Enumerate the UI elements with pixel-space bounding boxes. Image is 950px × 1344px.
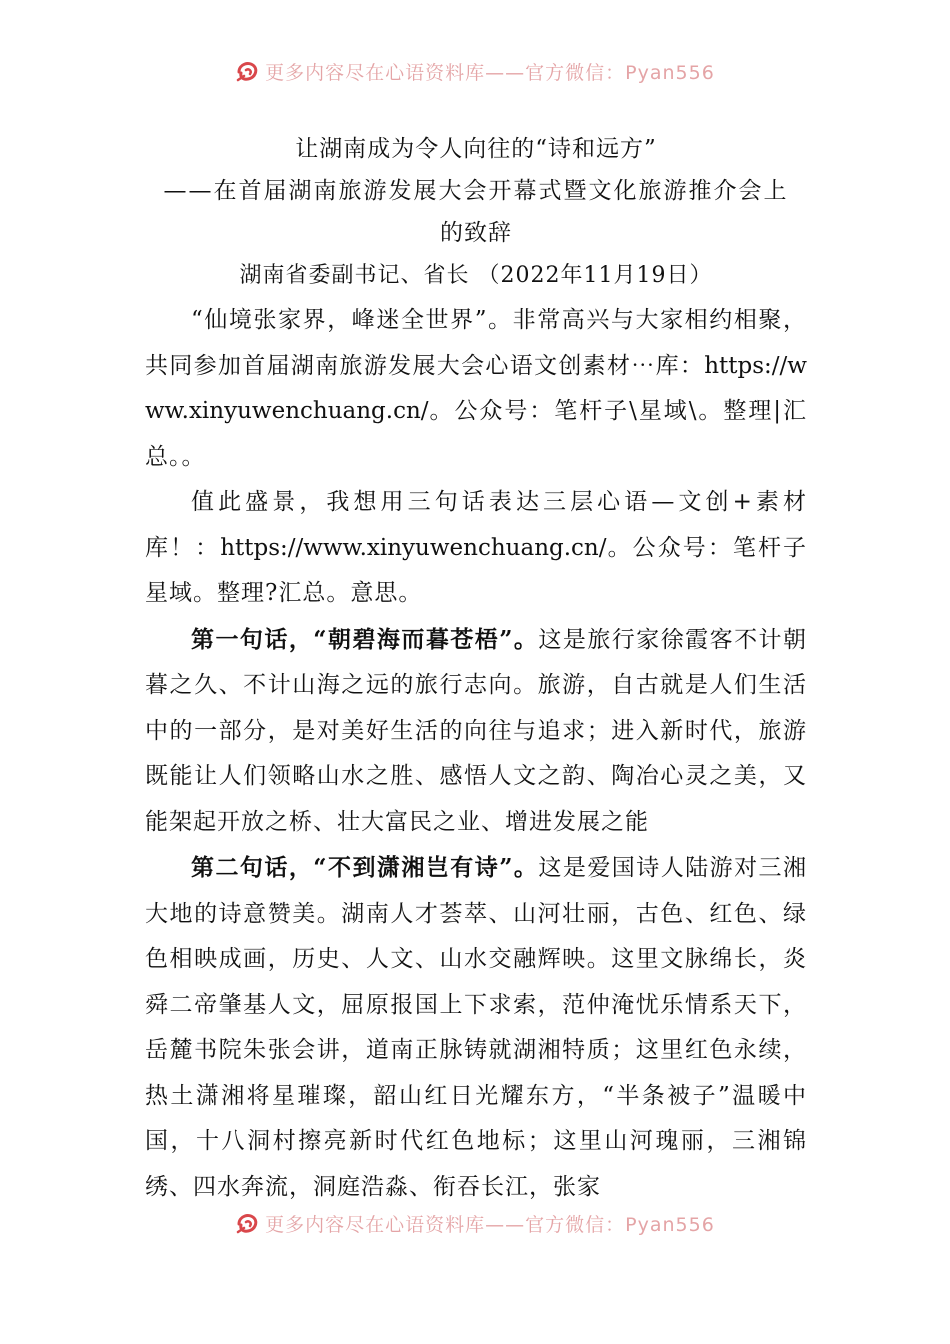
paragraph-2-tail: 。公众号：笔杆子星域。整理?汇总。意思。	[145, 534, 808, 606]
title-main: 让湖南成为令人向往的“诗和远方”	[295, 136, 657, 162]
paragraph-2	[145, 480, 807, 617]
watermark-logo-icon	[235, 1210, 261, 1236]
paragraph-1-text: “仙境张家界，峰迷全世界”。非常高兴与大家相约相聚，共同参加首届湖南旅游发展大会心语文创素材⋯库：	[145, 307, 807, 379]
author-line: 湖南省委副书记、省长 （2022年11月19日）	[239, 263, 713, 288]
paragraph-2-text: 值此盛景，我想用三句话表达三层心语—文创+素材库！：	[145, 489, 807, 561]
paragraph-4-text: 这是爱国诗人陆游对三湘大地的诗意赞美。湖南人才荟萃、山河壮丽，古色、红色、绿色相映成画，历史、人文、山水交融辉映。这里文脉绵长，炎舜二帝肇基人文，屈原报国上下求索，范仲淹忧乐情系天下，岳麓书院朱张会讲，道南正脉铸就湖湘特质；这里红色永续，热土潇湘将星璀璨，韶山红日光耀东方，“半条被子”温暖中国，十八洞村擦亮新时代红色地标；这里山河瑰丽，三湘锦绣、四水奔流，洞庭浩淼、衔吞长江，张家	[145, 855, 808, 1200]
paragraph-1-url: https://www.xinyuwenchuang.cn/	[145, 352, 807, 424]
watermark-footer	[0, 1208, 950, 1238]
watermark-text: 更多内容尽在心语资料库——官方微信：Pyan556	[265, 1213, 715, 1236]
paragraph-3	[145, 617, 807, 846]
paragraph-1-tail: 。公众号：笔杆子\星域\。整理|汇总。。	[145, 398, 807, 470]
title-subtitle-line1: ——在首届湖南旅游发展大会开幕式暨文化旅游推介会上	[163, 178, 789, 204]
paragraph-3-heading: 第一句话，“朝碧海而暮苍梧”。	[191, 625, 539, 653]
paragraph-4	[145, 845, 807, 1210]
paragraph-4-heading: 第二句话，“不到潇湘岂有诗”。	[191, 854, 539, 881]
document-body	[145, 128, 807, 1210]
watermark-header	[0, 56, 950, 86]
watermark-logo-icon	[235, 58, 261, 84]
paragraph-1	[145, 298, 807, 480]
paragraph-3-text: 这是旅行家徐霞客不计朝暮之久、不计山海之远的旅行志向。旅游，自古就是人们生活中的一部分，是对美好生活的向往与追求；进入新时代，旅游既能让人们领略山水之胜、感悟人文之韵、陶冶心灵之美，又能架起开放之桥、壮大富民之业、增进发展之能	[145, 626, 808, 835]
title-subtitle-line2: 的致辞	[440, 220, 512, 246]
paragraph-2-url: https://www.xinyuwenchuang.cn/	[220, 534, 607, 561]
watermark-text: 更多内容尽在心语资料库——官方微信：Pyan556	[265, 61, 715, 84]
